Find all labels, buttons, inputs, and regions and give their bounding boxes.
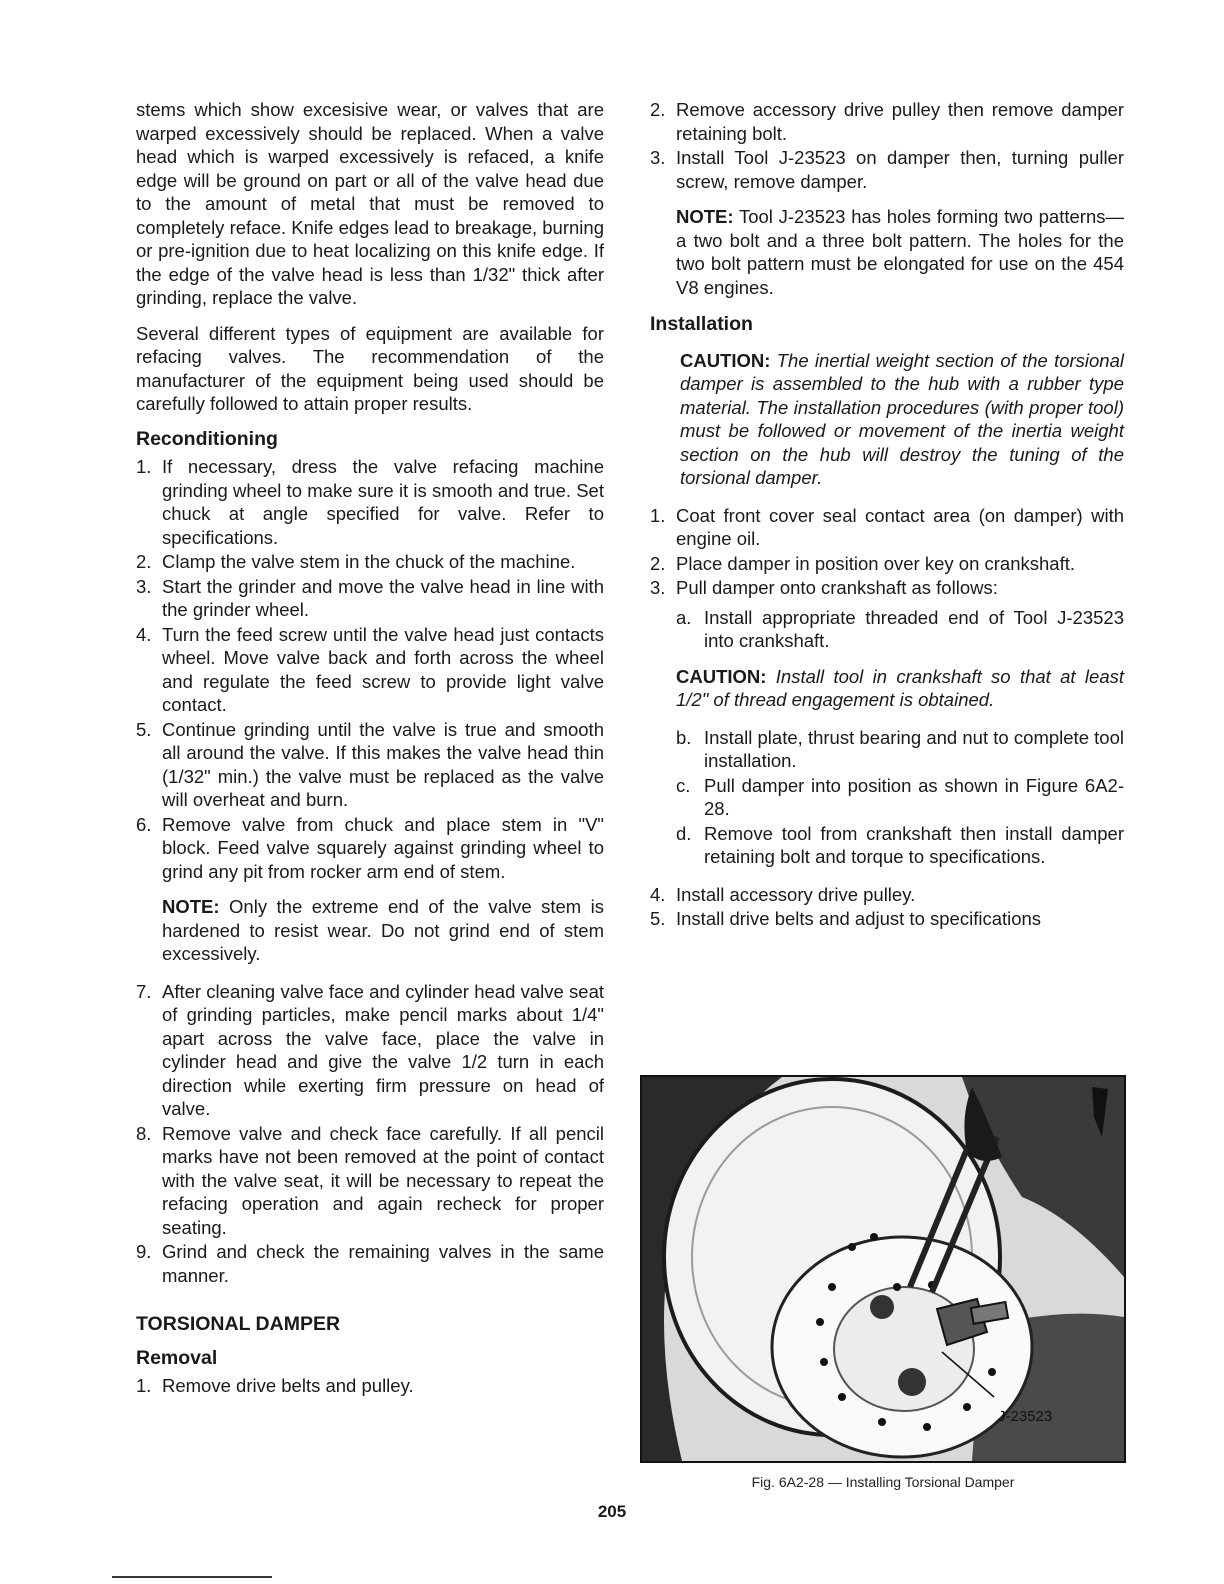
list-item: 3. Install Tool J-23523 on damper then, turning puller screw, remove damper. [650, 147, 1124, 192]
list-item: 3. Start the grinder and move the valve head in line with the grinder wheel. [136, 575, 604, 620]
list-item: 1. If necessary, dress the valve refacing machine grinding wheel to make sure it is smooth and true. Set chuck at angle specified for valve. Refer to specifications. [136, 456, 604, 548]
removal-heading: Removal [136, 1346, 218, 1369]
list-item: 4. Turn the feed screw until the valve head just contacts wheel. Move valve back and forth across the wheel and regulate the feed screw to provide light valve contact. [136, 623, 604, 715]
note-label: NOTE: [162, 896, 220, 917]
equipment-paragraph: Several different types of equipment are available for refacing valves. The recommendation of the manufacturer of the equipment being used should be carefully followed to attain proper results. [136, 322, 604, 414]
caution-label: CAUTION: [676, 665, 767, 687]
list-item: 6. Remove valve from chuck and place stem in "V" block. Feed valve squarely against grinding wheel to grind any pit from rocker arm end of stem. [136, 813, 604, 882]
damper-illustration [642, 1077, 1124, 1461]
list-item: 7. After cleaning valve face and cylinder head valve seat of grinding particles, make pencil marks about 1/4" apart across the valve face, place the valve in cylinder head and give the valve 1/2 turn in each direction while exerting firm pressure on head of valve. [136, 980, 604, 1119]
list-item: 3. Pull damper onto crankshaft as follows: [650, 577, 998, 598]
list-item: 1. Coat front cover seal contact area (on damper) with engine oil. [650, 504, 1124, 549]
final-installation-steps [650, 883, 1124, 931]
reconditioning-steps-continued [136, 980, 604, 1288]
figure-caption: Fig. 6A2-28 — Installing Torsional Damper [751, 1474, 1015, 1490]
list-item: 4. Install accessory drive pulley. [650, 883, 916, 905]
caution-label: CAUTION: [680, 349, 771, 371]
note-label: NOTE: [676, 206, 734, 227]
list-item: 1. Remove drive belts and pulley. [136, 1375, 414, 1396]
installation-steps [650, 504, 1124, 600]
list-item: d. Remove tool from crankshaft then install damper retaining bolt and torque to specifications. [676, 822, 1124, 867]
page-number: 205 [597, 1502, 627, 1521]
intro-paragraph: stems which show excesisive wear, or valves that are warped excessively should be replaced. When a valve head which is warped excessively is refaced, a knife edge will be ground on part or all of the valve head due to the amount of metal that must be removed to completely reface. Knife edges lead to breakage, burning or pre-ignition due to heat localizing on this knife edge. If the edge of the valve head is less than 1/32" thick after grinding, replace the valve. [136, 99, 604, 308]
list-item: 2. Remove accessory drive pulley then remove damper retaining bolt. [650, 99, 1124, 144]
substep-list [676, 606, 1124, 653]
list-item: 9. Grind and check the remaining valves in the same manner. [136, 1241, 604, 1286]
installation-heading: Installation [650, 313, 753, 335]
list-item: 5. Install drive belts and adjust to specifications [650, 908, 1042, 929]
tool-callout-label: J-23523 [998, 1408, 1053, 1425]
list-item: a. Install appropriate threaded end of Tool J-23523 into crankshaft. [676, 606, 1124, 651]
removal-steps-continued [650, 98, 1124, 193]
list-item: 2. Clamp the valve stem in the chuck of the machine. [136, 551, 576, 572]
list-item: b. Install plate, thrust bearing and nut to complete tool installation. [676, 726, 1124, 771]
left-column [136, 98, 604, 1404]
right-column [650, 98, 1124, 937]
footer-rule [112, 1576, 272, 1578]
thread-engagement-caution: CAUTION: Install tool in crankshaft so that at least 1/2" of thread engagement is obtained. [676, 665, 1124, 710]
torsional-damper-photo [640, 1075, 1126, 1463]
substep-list-continued [676, 726, 1124, 869]
list-item: 5. Continue grinding until the valve is true and smooth all around the valve. If this makes the valve head thin (1/32" min.) the valve must be replaced as the valve will overheat and burn. [136, 718, 604, 810]
valve-stem-note: NOTE: Only the extreme end of the valve stem is hardened to resist wear. Do not grind end of stem excessively. [162, 896, 604, 964]
removal-steps [136, 1374, 604, 1398]
torsional-damper-heading: TORSIONAL DAMPER [136, 1313, 341, 1335]
reconditioning-heading: Reconditioning [136, 427, 278, 450]
inertial-weight-caution: CAUTION: The inertial weight section of the torsional damper is assembled to the hub with a rubber type material. The installation procedures (with proper tool) must be followed or movement of the inertia weight section on the hub will destroy the tuning of the torsional damper. [680, 349, 1124, 488]
list-item: 2. Place damper in position over key on crankshaft. [650, 552, 1075, 574]
reconditioning-steps [136, 455, 604, 883]
installation-substeps [650, 606, 1124, 869]
list-item: c. Pull damper into position as shown in Figure 6A2-28. [676, 774, 1124, 819]
list-item: 8. Remove valve and check face carefully. If all pencil marks have not been removed at the point of contact with the valve seat, it will be necessary to repeat the refacing operation and again recheck for proper seating. [136, 1122, 604, 1238]
tool-pattern-note: NOTE: Tool J-23523 has holes forming two patterns—a two bolt and a three bolt pattern. The holes for the two bolt pattern must be elongated for use on the 454 V8 engines. [676, 206, 1124, 298]
